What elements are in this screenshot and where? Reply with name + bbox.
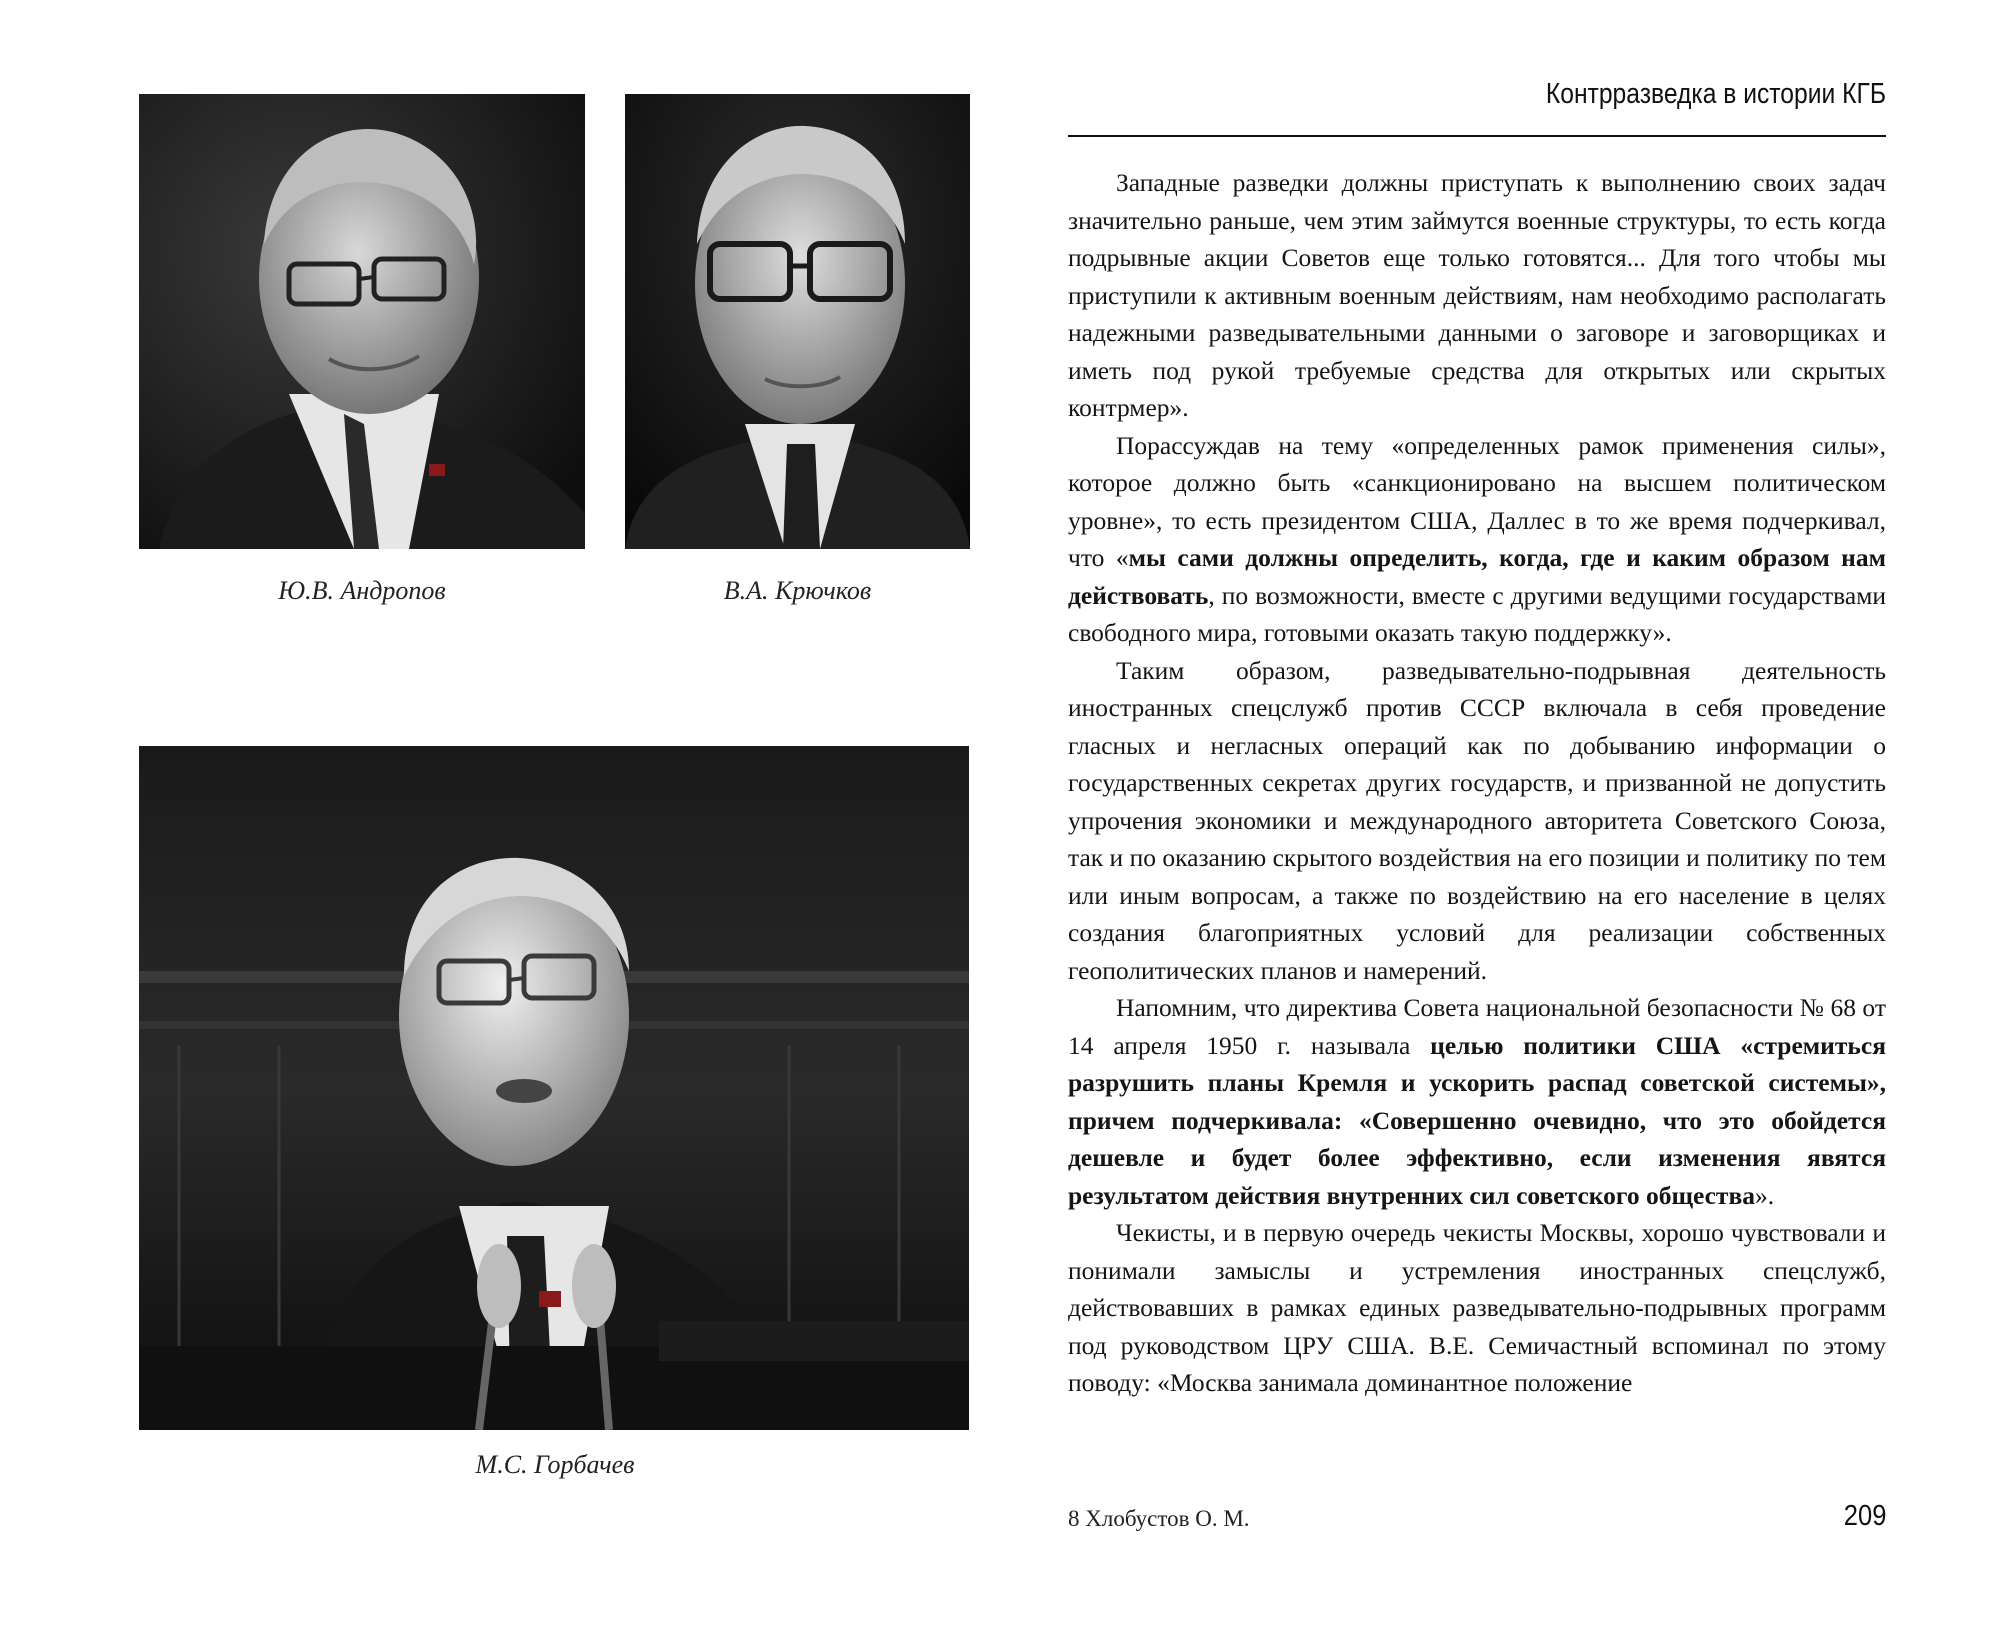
page-number: 209 [1843, 1500, 1886, 1532]
paragraph-4 [1068, 989, 1886, 1214]
caption-kryuchkov: В.А. Крючков [723, 576, 872, 605]
paragraph-2-part-2: , по возможности, вместе с другими ведущими государствами свободного мира, готовыми оказать такую поддержку». [1068, 580, 1886, 647]
portrait-gorbachev-image [139, 746, 969, 1430]
paragraph-2-part-1: Порассуждав на тему «определенных рамок применения силы», которое должно быть «санкционировано на высшем политическом уровне», то есть президентом США, Даллес в то же время подчеркивал, что « [1068, 430, 1886, 572]
header-rule [1068, 135, 1886, 137]
photo-andropov [139, 94, 585, 549]
caption-andropov: Ю.В. Андропов [278, 576, 446, 605]
paragraph-2 [1068, 427, 1886, 652]
portrait-kryuchkov-image [625, 94, 970, 549]
signature-mark: 8 Хлобустов О. М. [1068, 1506, 1250, 1531]
paragraph-1: Западные разведки должны приступать к выполнению своих задач значительно раньше, чем этим займутся военные структуры, то есть когда подрывные акции Советов еще только готовятся... Для того чтобы мы приступили к активным военным действиям, нам необходимо располагать надежными разведывательными данными о заговоре и заговорщиках и иметь под рукой требуемые средства для открытых или скрытых контрмер». [1068, 168, 1886, 422]
paragraph-4-emphasis: целью политики США «стремиться разрушить планы Кремля и ускорить распад советской системы», причем подчеркивала: «Совершенно очевидно, что это обойдется дешевле и будет более эффективно, если изменения явятся результатом действия внутренних сил советского общества [1068, 1030, 1886, 1210]
paragraph-5: Чекисты, и в первую очередь чекисты Москвы, хорошо чувствовали и понимали замыслы и устремления иностранных спецслужб, действовавших в рамках единых разведывательно-подрывных программ под руководством ЦРУ США. В.Е. Семичастный вспоминал по этому поводу: «Москва занимала доминантное положение [1068, 1218, 1886, 1397]
photo-gorbachev [139, 746, 969, 1430]
paragraph-3: Таким образом, разведывательно-подрывная деятельность иностранных спецслужб против СССР включала в себя проведение гласных и негласных операций как по добыванию информации о государственных секретах других государств, и призванной не допустить упрочения экономики и международного авторитета Советского Союза, так и по оказанию скрытого воздействия на его позиции и политику по тем или иным вопросам, а также по воздействию на его население в целях создания благоприятных условий для реализации собственных геополитических планов и намерений. [1068, 655, 1886, 985]
photo-kryuchkov [625, 94, 970, 549]
paragraph-4-part-2: ». [1754, 1180, 1775, 1210]
running-title: Контрразведка в истории КГБ [1545, 78, 1886, 110]
portrait-andropov-image [139, 94, 585, 549]
body-text [1068, 164, 1886, 1402]
paragraph-4-part-1: Напомним, что директива Совета национальной безопасности № 68 от 14 апреля 1950 г. называла [1068, 993, 1886, 1060]
caption-gorbachev: М.С. Горбачев [475, 1450, 635, 1479]
paragraph-2-emphasis: мы сами должны определить, когда, где и каким образом нам действовать [1068, 543, 1886, 610]
